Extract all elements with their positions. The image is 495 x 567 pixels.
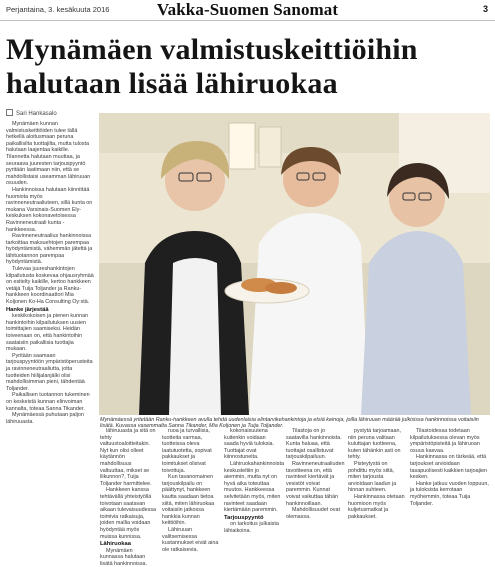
paragraph: Ravinneneutraaliuden tavoitteena on, että ravinteet kiertävät ja vesistöt voivat paremmin. Kunnat voivat vaikuttaa tähän hankinnoillaan. — [286, 460, 345, 507]
article-column-d — [224, 428, 284, 534]
woman-right-top — [361, 231, 471, 415]
paragraph: Mahdollisuudet ovat olemassa. — [286, 507, 340, 520]
paragraph: Hankinnassa otetaan huomioon myös kuljetusmatkat ja pakkaukset. — [348, 493, 405, 520]
wall-poster — [259, 127, 281, 167]
article-column-e — [286, 428, 343, 524]
paragraph: Paikallisen tuotannon tukeminen on keskeistä kunnan elinvoiman kannalta, toteaa Sanna Tikander. — [6, 392, 90, 412]
photo-illustration — [99, 113, 490, 415]
paragraph: Tulevaa juureshankintojen kilpailutusta koskevaa ohjausryhmää on esitelty kaikille, kertoo hankkeen vetäjä Tuija Toljander ja Ranku-hankkeen koordinaattori Mia Koljonen Ko-Ha Consulting Oy:stä. — [6, 266, 94, 306]
headline-line-2: halutaan lisää lähiruokaa — [6, 67, 338, 100]
article-column-g — [410, 428, 490, 524]
paragraph: Ravinneneutraalius hankinnoissa tarkoittaa maksuehtojen parempaa hyödyntämistä, vähemmän jätettä ja lähituotannon parempaa hyödyntämistä. — [6, 233, 93, 266]
paragraph: Hankinnoissa halutaan kiinnittää huomiota myös ravinneneutraaliuteen, sillä kunta on mukana Varsinais-Suomen Ely-keskuksen kokonavetoisessa Ravinneneutraali kunta -hankkeessa. — [6, 186, 93, 233]
subheading: Lähiruokaa — [100, 541, 131, 548]
issue-date: Perjantaina, 3. kesäkuuta 2016 — [6, 5, 110, 14]
paragraph: pystytä tarjoamaan, niin peruna valitaan kuluttajan tuotteena, kuten tähänkin asti on tehty. — [348, 428, 402, 461]
page-number: 3 — [482, 4, 488, 14]
headline-line-1: Mynämäen valmistuskeittiöihin — [6, 33, 418, 66]
masthead — [0, 0, 495, 21]
paragraph: Tilastoja on jo saatavilla hankinnoista. Kunta haluaa, että tuottajat osallistuvat tarjouskilpailuun. — [286, 428, 342, 461]
paragraph: Lähiruuan valitsemisessa kustannukset eivät aina ole ratkaisevia. — [162, 526, 219, 553]
paragraph: Tilastoidessa todetaan kilpailutuksessa olevan myös ympäristöpisteitä ja lähiruoan osuus kasvaa. — [410, 428, 480, 454]
bread-roll — [265, 282, 297, 294]
wall-poster — [229, 123, 255, 169]
byline — [6, 109, 57, 117]
paragraph: Mynämäen kunnan valmistuskeittiöiden tulee tällä hetkellä aloitusmaan peruna paikallisilta tuottajilta, mutta tulosta halutaan laajentaa kaikille. Tilannetta halutaan muuttaa, ja seuraava juuresten tarjouspyyntö pyritään laatimaan niin, että se mahdollistaisi useamman lähiruuan osuuden. — [6, 121, 91, 187]
article-photo — [99, 113, 490, 415]
author-icon — [6, 109, 13, 116]
article-column-c — [162, 428, 219, 553]
woman-middle-coat — [249, 213, 369, 415]
paragraph: Hankinnassa on tärkeää, että tarjoukset arvioidaan tasapuolisesti kaikkien tarjoajien kesken. — [410, 454, 488, 481]
paragraph: Hanke jatkuu vuoden loppuun, ja tuloksista kerrotaan myöhemmin, toteaa Tuija Toljander. — [410, 480, 489, 507]
paragraph: kokonaisuutena kuitenkin voidaan saada hyviä tuloksia. Tuottajat ovat kiinnostuneita. — [224, 428, 275, 461]
paragraph: Hankkeen kanssa tehtävällä yhteistyöllä toivotaan saatavan aikaan tulevaisuudessa toimivia ratkaisuja, joiden mallia voidaan hyödyntää myös muissa kunnissa. — [100, 487, 157, 540]
article-column-b — [100, 428, 157, 567]
paragraph: Kun tavanomainen tarjouskilpailu on päättynyt, hankkeen kautta saadaan tietoa siitä, miten lähiruokaa voitaisiin jatkossa hankkia kunnan keittiöihin. — [162, 474, 215, 527]
author-name: Sari Hankasalo — [16, 111, 57, 117]
paragraph: ruoa ja turvallisia, tuotteita varmaa, tuotteissa oleva laatutuotetta, sopivat pakkaukset ja toimitukset olisivat toivottuja. — [162, 428, 212, 474]
article-column-f — [348, 428, 405, 524]
paragraph: Pisteytystä on pohdittu myös siitä, miten tarjousta arvioidaan laadun ja hinnan suhteen. — [348, 460, 397, 494]
paragraph: Mynämäessä puhutaan paljon lähiruuasta. — [6, 412, 84, 425]
woman-left-shirt — [169, 258, 221, 415]
article-column-left — [6, 121, 94, 521]
newspaper-name: Vakka-Suomen Sanomat — [156, 0, 339, 19]
paragraph: Mynämäen kunnassa halutaan lisätä hankinnoissa. — [100, 547, 148, 567]
photo-caption: Mynämäessä yritetään Ranku-hankkeen avulla tehdä uudenlaisia elintarvikehankintoja ja etsiä keinoja, joilla lähiruuan määrää julkisissa hankinnoissa voitaisiin lisätä. Kuvassa vasemmalta Sanna Tikander, Mia Koljonen ja Tuija Toljander. — [100, 417, 479, 430]
paragraph: keskikokoisen ja pienen kunnan hankintoihin kilpailutuksen uusien toimittajien saamiseksi. Heidän toiveenaan on, että hankintoihin saataisiin paikallisia tuottajia mukaan. — [6, 313, 89, 353]
paragraph: on tarkoitus julkaista lähiaikoina. — [224, 521, 279, 534]
subheading: Tarjouspyyntö — [224, 514, 264, 521]
paragraph: Lähiruokahankinnoista keskusteltiin jo aiemmin, mutta nyt on hyvä aika toteuttaa muutos. Hankkeessa selvitetään myös, miten ravinteet saadaan kiertämään paremmin. — [224, 460, 284, 514]
subheading: Hanke järjestää — [6, 306, 49, 313]
paragraph: lähiruuasta ja sitä on tehty valtuustoaloitteitakin. Nyt kun olisi olleet käytännön mahdollisuus valtuuttaa, mikset se liikunnon?, Tuija Toljander harmittelee. — [100, 428, 156, 487]
article-headline — [6, 33, 490, 101]
paragraph: Pyritään saamaan tarjouspyyntöön ympäristöperusteita ja ravinneneutraaliutta, jotta tuotteiden hiilijalanjälki olisi mahdollisimman pieni, tähdentää Toljander. — [6, 352, 93, 392]
